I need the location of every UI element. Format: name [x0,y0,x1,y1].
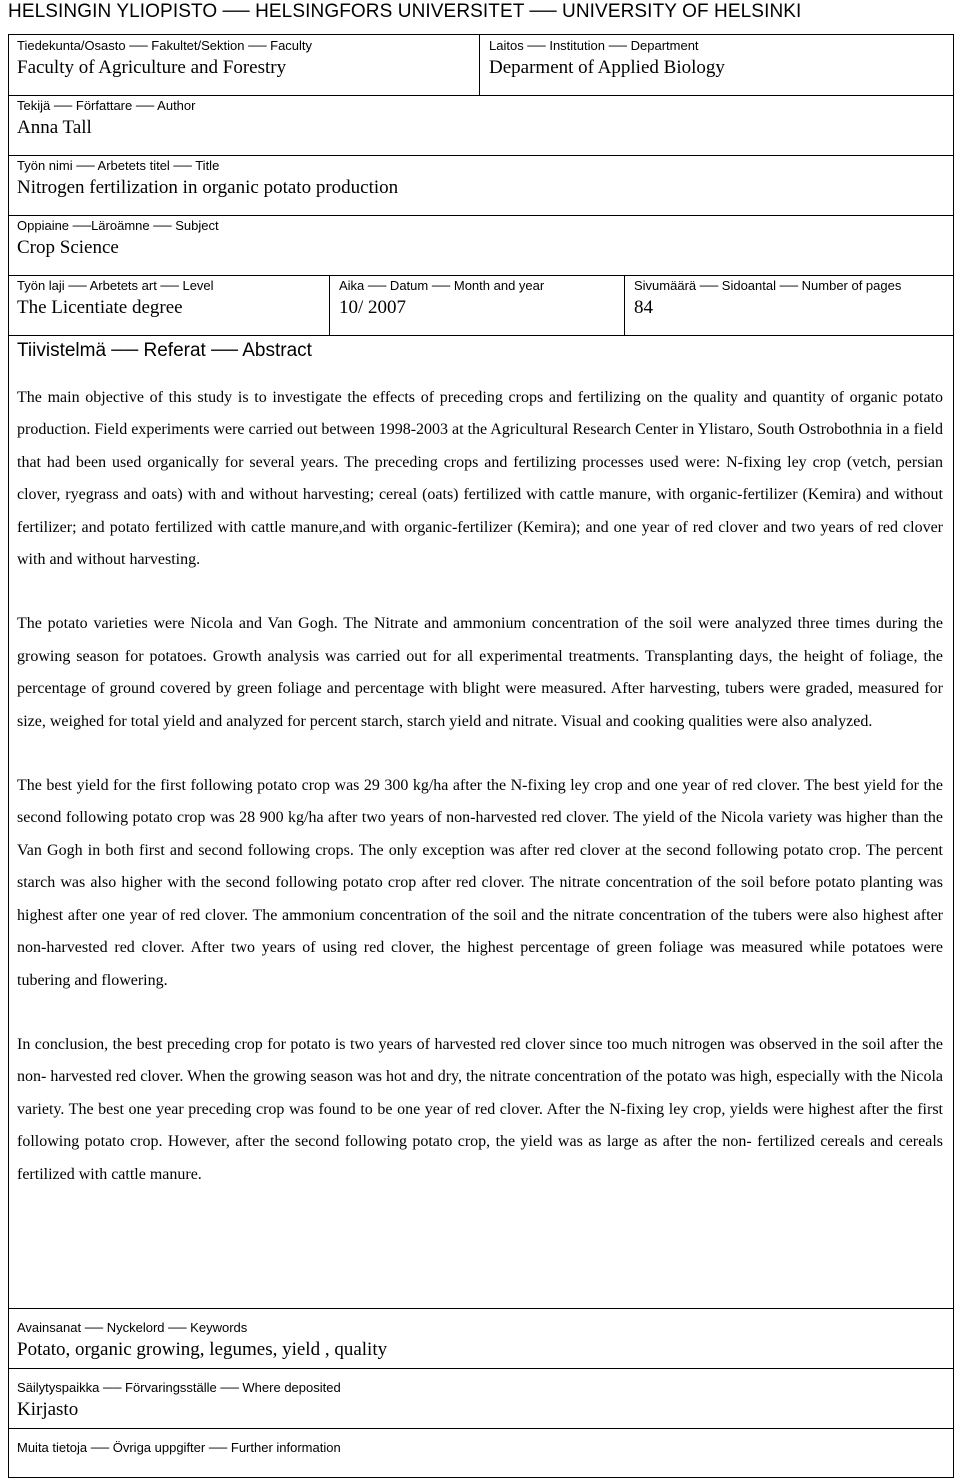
keywords-field [17,1320,387,1362]
author-value: Anna Tall [17,117,92,138]
title-field [17,158,398,200]
subject-label: Oppiaine ──Läroämne ── Subject [17,218,219,233]
divider [8,1308,954,1309]
keywords-value: Potato, organic growing, legumes, yield , quality [17,1339,388,1360]
divider [8,1368,954,1369]
pages-field [634,278,901,320]
deposited-field [17,1380,341,1422]
further-info-field [17,1440,341,1456]
faculty-field [17,38,312,80]
department-value: Deparment of Applied Biology [489,57,725,78]
date-field [339,278,544,320]
department-field [489,38,725,80]
divider [8,155,954,156]
date-value: 10/ 2007 [339,297,407,318]
divider [624,275,625,335]
divider [8,335,954,336]
university-header: HELSINGIN YLIOPISTO ── HELSINGFORS UNIVERSITET ── UNIVERSITY OF HELSINKI [8,1,802,22]
deposited-label: Säilytyspaikka ── Förvaringsställe ── Where deposited [17,1380,341,1395]
pages-label: Sivumäärä ── Sidoantal ── Number of pages [634,278,902,293]
author-label: Tekijä ── Författare ── Author [17,98,196,113]
divider [8,275,954,276]
date-label: Aika ── Datum ── Month and year [339,278,545,293]
abstract-paragraph: The best yield for the first following potato crop was 29 300 kg/ha after the N-fixing ley crop and one year of red clover. The best yield for the second following potato crop was 28 900 kg/ha after two years of non-harvested red clover. The yield of the Nicola variety was higher than the Van Gogh in both first and second following crops. The only exception was after red clover at the second following potato crop. The percent starch was also higher with the second following potato crop after red clover. The nitrate concentration of the soil before potato planting was highest after one year of red clover. The ammonium concentration of the soil and the nitrate concentration of the tubers were also highest after non-harvested red clover. After two years of using red clover, the highest percentage of green foliage was measured while potatoes were tubering and flowering. [17,777,943,989]
divider [329,275,330,335]
divider [8,95,954,96]
level-label: Työn laji ── Arbetets art ── Level [17,278,214,293]
further-info-label: Muita tietoja ── Övriga uppgifter ── Further information [17,1440,341,1455]
title-label: Työn nimi ── Arbetets titel ── Title [17,158,220,173]
abstract-paragraph: In conclusion, the best preceding crop for potato is two years of harvested red clover since too much nitrogen was observed in the soil after the non- harvested red clover. When the growing season was hot and dry, the nitrate concentration of the potato was high, especially with the Nicola variety. The best one year preceding crop was found to be one year of red clover. After the N-fixing ley crop, yields were highest after the first following potato crop. However, after the second following potato crop, the yield was as large as after the non- fertilized cereals and cereals fertilized with cattle manure. [17,1035,943,1183]
divider [8,1428,954,1429]
title-value: Nitrogen fertilization in organic potato production [17,177,399,198]
abstract-paragraph: The potato varieties were Nicola and Van Gogh. The Nitrate and ammonium concentration of the soil were analyzed three times during the growing season for potatoes. Growth analysis was carried out for all experimental treatments. Transplanting days, the height of foliage, the percentage of ground covered by green foliage and percentage with blight were measured. After harvesting, tubers were graded, measured for size, weighed for total yield and analyzed for percent starch, starch yield and nitrate. Visual and cooking qualities were also analyzed. [17,615,943,730]
abstract-heading: Tiivistelmä ── Referat ── Abstract [17,340,312,361]
abstract-body [17,382,943,1191]
divider [479,34,480,95]
subject-field [17,218,219,260]
deposited-value: Kirjasto [17,1399,79,1420]
author-field [17,98,195,140]
divider [8,215,954,216]
department-label: Laitos ── Institution ── Department [489,38,699,53]
keywords-label: Avainsanat ── Nyckelord ── Keywords [17,1320,248,1335]
subject-value: Crop Science [17,237,119,258]
pages-value: 84 [634,297,653,318]
level-value: The Licentiate degree [17,297,183,318]
faculty-value: Faculty of Agriculture and Forestry [17,57,287,78]
abstract-paragraph: The main objective of this study is to investigate the effects of preceding crops and fertilizing on the quality and quantity of organic potato production. Field experiments were carried out between 1998-2003 at the Agricultural Research Center in Ylistaro, South Ostrobothnia in a field that had been used organically for several years. The preceding crops and fertilizing processes used were: N-fixing ley crop (vetch, persian clover, ryegrass and oats) with and without harvesting; cereal (oats) fertilized with cattle manure, with organic-fertilizer (Kemira) and without fertilizer; and potato fertilized with cattle manure,and with organic-fertilizer (Kemira); and one year of red clover and two years of red clover with and without harvesting. [17,389,943,569]
level-field [17,278,214,320]
faculty-label: Tiedekunta/Osasto ── Fakultet/Sektion ── Faculty [17,38,313,53]
